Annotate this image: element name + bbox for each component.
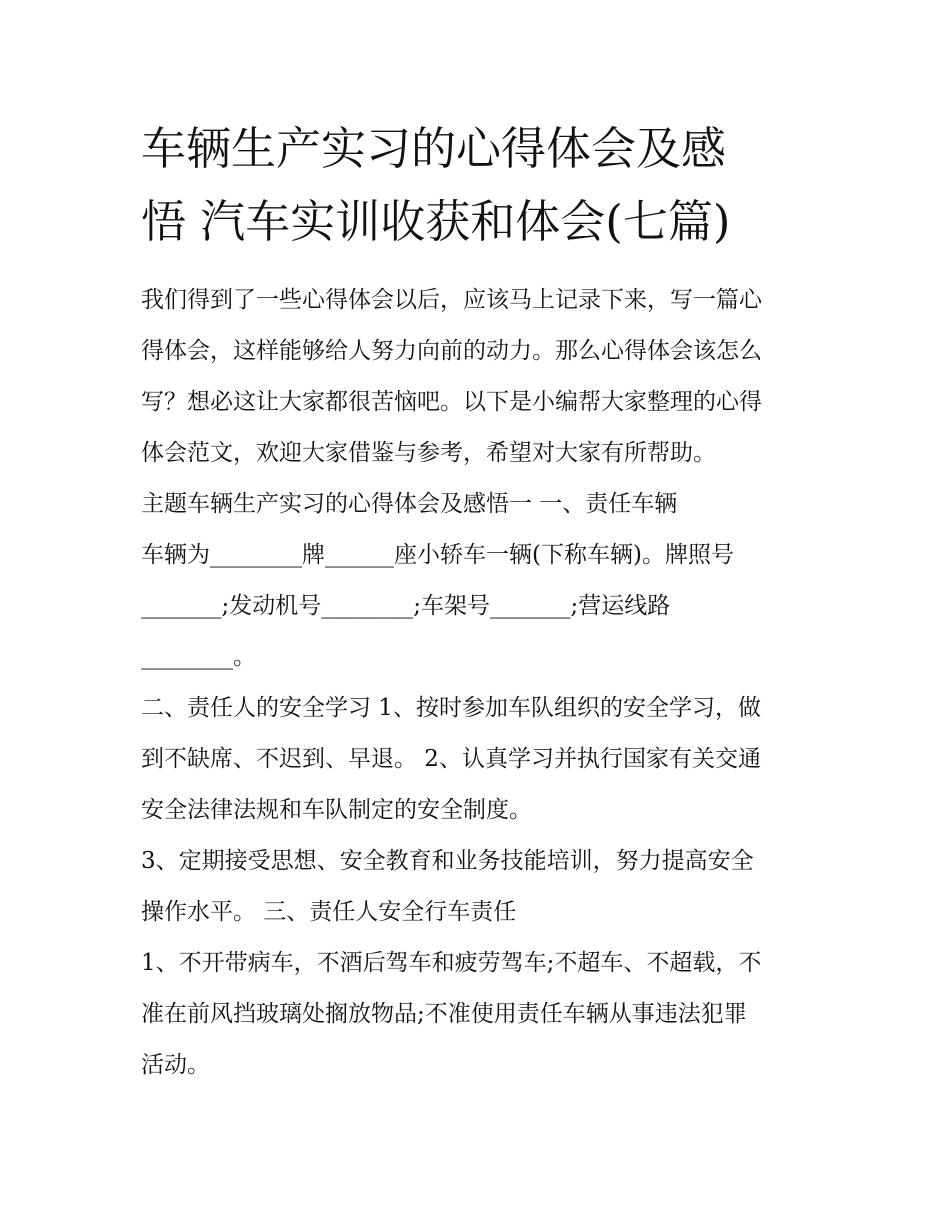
body-line: 写？想必这让大家都很苦恼吧。以下是小编帮大家整理的心得 xyxy=(141,389,762,415)
body-line: 准在前风挡玻璃处搁放物品;不准使用责任车辆从事违法犯罪 xyxy=(141,1001,747,1027)
body-line: 体会范文，欢迎大家借鉴与参考，希望对大家有所帮助。 xyxy=(141,440,716,466)
body-line: 得体会，这样能够给人努力向前的动力。那么心得体会该怎么 xyxy=(141,338,762,364)
title-line: 车辆生产实习的心得体会及感 xyxy=(141,122,727,175)
document-title xyxy=(141,112,841,258)
body-line: 主题车辆生产实习的心得体会及感悟一 一、责任车辆 xyxy=(141,491,678,517)
body-line: 1、不开带病车，不酒后驾车和疲劳驾车;不超车、不超载，不 xyxy=(141,950,762,976)
body-line: 到不缺席、不迟到、早退。 2、认真学习并执行国家有关交通 xyxy=(141,746,761,772)
title-line: 悟 汽车实训收获和体会(七篇) xyxy=(141,195,731,248)
body-line: 活动。 xyxy=(141,1052,210,1078)
body-line: ________。 xyxy=(141,644,256,670)
body-line: 二、责任人的安全学习 1、按时参加车队组织的安全学习，做 xyxy=(141,695,761,721)
body-line: 车辆为________牌______座小轿车一辆(下称车辆)。牌照号 xyxy=(141,542,734,568)
body-line: 安全法律法规和车队制定的安全制度。 xyxy=(141,797,532,823)
body-line: 操作水平。 三、责任人安全行车责任 xyxy=(141,899,517,925)
body-line: 我们得到了一些心得体会以后，应该马上记录下来，写一篇心 xyxy=(141,287,762,313)
body-line: _______;发动机号________;车架号_______;营运线路 xyxy=(141,593,671,619)
body-line: 3、定期接受思想、安全教育和业务技能培训，努力提高安全 xyxy=(141,848,754,874)
document-body xyxy=(141,275,831,1091)
